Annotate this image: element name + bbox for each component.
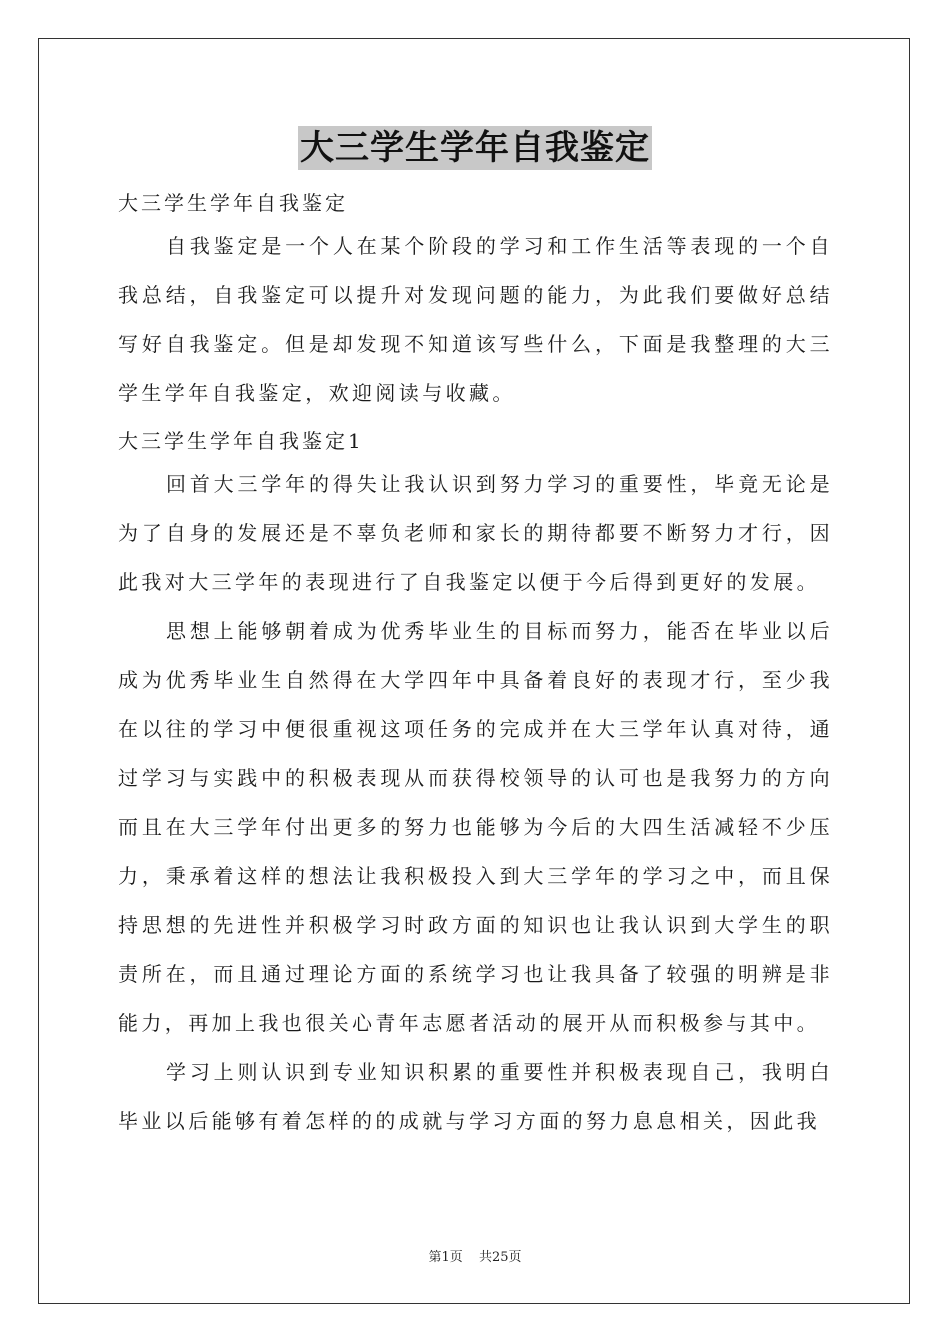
body-paragraph-3: 学习上则认识到专业知识积累的重要性并积极表现自己，我明白毕业以后能够有着怎样的的成就与学习方面的努力息息相关，因此我 (118, 1060, 833, 1133)
document-subtitle: 大三学生学年自我鉴定 (118, 191, 348, 215)
body-paragraph-2: 思想上能够朝着成为优秀毕业生的目标而努力，能否在毕业以后成为优秀毕业生自然得在大学四年中具备着良好的表现才行，至少我在以往的学习中便很重视这项任务的完成并在大三学年认真对待，通过学习与实践中的积极表现从而获得校领导的认可也是我努力的方向而且在大三学年付出更多的努力也能够为今后的大四生活减轻不少压力，秉承着这样的想法让我积极投入到大三学年的学习之中，而且保持思想的先进性并积极学习时政方面的知识也让我认识到大学生的职责所在，而且通过理论方面的系统学习也让我具备了较强的明辨是非能力，再加上我也很关心青年志愿者活动的展开从而积极参与其中。 (118, 619, 833, 1035)
page-footer (0, 1246, 950, 1265)
section-heading: 大三学生学年自我鉴定1 (118, 429, 364, 453)
document-title: 大三学生学年自我鉴定 (300, 128, 650, 168)
document-body (118, 180, 833, 1146)
page-number: 第1页 (428, 1250, 463, 1265)
body-paragraph-1: 回首大三学年的得失让我认识到努力学习的重要性，毕竟无论是为了自身的发展还是不辜负老师和家长的期待都要不断努力才行，因此我对大三学年的表现进行了自我鉴定以便于今后得到更好的发展。 (118, 472, 833, 594)
title-wrap (0, 126, 950, 170)
intro-paragraph: 自我鉴定是一个人在某个阶段的学习和工作生活等表现的一个自我总结，自我鉴定可以提升对发现问题的能力，为此我们要做好总结写好自我鉴定。但是却发现不知道该写些什么，下面是我整理的大三学生学年自我鉴定，欢迎阅读与收藏。 (118, 234, 833, 405)
page-total: 共25页 (478, 1250, 522, 1265)
